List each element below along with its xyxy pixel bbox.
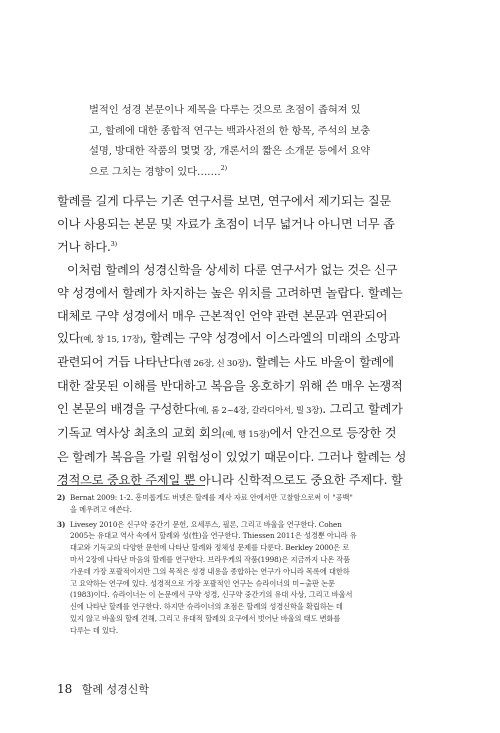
quote-line bbox=[89, 162, 409, 183]
footnote-number: 2) bbox=[57, 493, 66, 502]
footnote-body bbox=[70, 492, 443, 516]
footnote-ref[interactable]: 2) bbox=[220, 163, 228, 172]
running-title: 할례 성경신학 bbox=[81, 683, 150, 696]
footnote-body bbox=[70, 519, 443, 637]
footnote-line: 신에 나타난 할례를 연구한다. 하지만 슈라이너의 초점은 할례의 성경신학을 확립하는 데 bbox=[70, 602, 343, 612]
body-line bbox=[57, 351, 443, 375]
footnote-line: 을 메우려고 애쓴다. bbox=[70, 504, 132, 514]
footnote-divider bbox=[57, 485, 205, 486]
body-line bbox=[57, 236, 443, 259]
footnote bbox=[57, 519, 443, 637]
footnote bbox=[57, 492, 443, 516]
footnote-line: 마서 2장에 나타난 마음의 할례를 연구한다. 브라우케의 작품(1998)은 지금까지 나온 작품 bbox=[70, 554, 351, 564]
scripture-reference: (예, 창 15, 17장) bbox=[80, 334, 143, 345]
body-text-run: . 그리고 할례가 bbox=[322, 402, 403, 417]
footnote-line: Livesey 2010은 신구약 중간기 문헌, 요세푸스, 필론, 그리고 바울을 연구한다. Cohen bbox=[70, 519, 342, 529]
footnote-number: 3) bbox=[57, 519, 66, 529]
body-text-run: 에서 안건으로 등장한 것 bbox=[269, 426, 397, 441]
body-line: 약 성경에서 할례가 차지하는 높은 위치를 고려하면 놀랍다. 할례는 bbox=[57, 285, 403, 300]
body-line bbox=[57, 398, 443, 422]
body-line-text: 거나 하다. bbox=[57, 239, 111, 254]
footnote-line: 있지 않고 바울의 할례 견해, 그리고 유대적 할례의 요구에서 벗어난 바울의 태도 변화를 bbox=[70, 613, 341, 623]
quote-line: 고, 할례에 대한 종합적 연구는 백과사전의 한 항목, 주석의 보충 bbox=[89, 124, 371, 137]
page-footer bbox=[57, 681, 149, 697]
body-text-run: 관련되어 거듭 나타난다 bbox=[57, 355, 181, 370]
body-line bbox=[57, 327, 443, 351]
scripture-reference: (렘 26장, 신 30장) bbox=[180, 358, 249, 369]
quote-line-text: 으로 그치는 경향이 있다……. bbox=[89, 165, 221, 178]
body-line: 대체로 구약 성경에서 매우 근본적인 언약 관련 본문과 연관되어 bbox=[57, 308, 388, 323]
body-line bbox=[57, 422, 443, 446]
body-line: 이처럼 할례의 성경신학을 상세히 다룬 연구서가 없는 것은 신구 bbox=[67, 262, 398, 277]
footnote-line: (1983)이다. 슈라이너는 이 논문에서 구약 성경, 신구약 중간기의 유대 사상, 그리고 바울서 bbox=[70, 590, 353, 600]
body-text-run: , 할례는 구약 성경에서 이스라엘의 미래의 소망과 bbox=[142, 331, 400, 346]
footnote-ref[interactable]: 3) bbox=[110, 239, 117, 248]
body-text-run: 인 본문의 배경을 구성한다 bbox=[57, 402, 196, 417]
body-line: 대한 잘못된 이해를 반대하고 복음을 옹호하기 위해 쓴 매우 논쟁적 bbox=[57, 379, 403, 394]
block-quote bbox=[89, 100, 409, 182]
footnote-line: 2005는 유대교 역사 속에서 할례와 성(性)을 연구한다. Thiessen 2011은 성경뿐 아니라 유 bbox=[70, 531, 357, 541]
quote-line: 벌적인 성경 본문이나 제목을 다루는 것으로 초점이 좁혀져 있 bbox=[89, 104, 361, 116]
body-line: 이나 사용되는 본문 및 자료가 초점이 너무 넓거나 아니면 너무 좁 bbox=[57, 216, 395, 231]
body-text-run: 있다 bbox=[57, 331, 81, 346]
quote-line: 설명, 방대한 작품의 몇몇 장, 개론서의 짧은 소개문 등에서 요약 bbox=[89, 145, 371, 157]
footnote-line: 다루는 데 있다. bbox=[70, 625, 119, 635]
scripture-reference: (예, 행 15장) bbox=[222, 429, 270, 440]
footnote-line: 고 요약하는 연구에 있다. 성경적으로 가장 포괄적인 연구는 슈라이너의 미~출판 논문 bbox=[70, 578, 335, 588]
body-line: 경적으로 중요한 주제일 뿐 아니라 신학적으로도 중요한 주제다. 할 bbox=[57, 472, 403, 487]
footnotes bbox=[57, 492, 443, 637]
body-text-run: . 할례는 사도 바울이 할례에 bbox=[248, 355, 394, 370]
footnote-line: Bernat 2009: 1-2. 흥미롭게도 버넷은 할례를 제사 자료 안에서만 고찰함으로써 이 "공백" bbox=[70, 493, 353, 502]
scripture-reference: (예, 롬 2~4장, 갈라디아서, 빌 3장) bbox=[195, 405, 323, 416]
body-line: 할례를 길게 다루는 기존 연구서를 보면, 연구에서 제기되는 질문 bbox=[57, 194, 391, 208]
body-text bbox=[57, 190, 443, 492]
body-line: 은 할례가 복음을 가릴 위험성이 있었기 때문이다. 그러나 할례는 성 bbox=[57, 449, 407, 464]
footnote-line: 가운데 가장 포괄적이지만 그의 목적은 성경 내용을 종합하는 연구가 아니라 목록에 대한하 bbox=[70, 566, 350, 576]
footnote-line: 대교와 기독교의 다양한 문헌에 나타난 할례와 정체성 문제를 다룬다. Berkley 2000은 로 bbox=[70, 543, 350, 553]
page-number: 18 bbox=[57, 682, 73, 696]
body-text-run: 기독교 역사상 최초의 교회 회의 bbox=[57, 426, 223, 441]
